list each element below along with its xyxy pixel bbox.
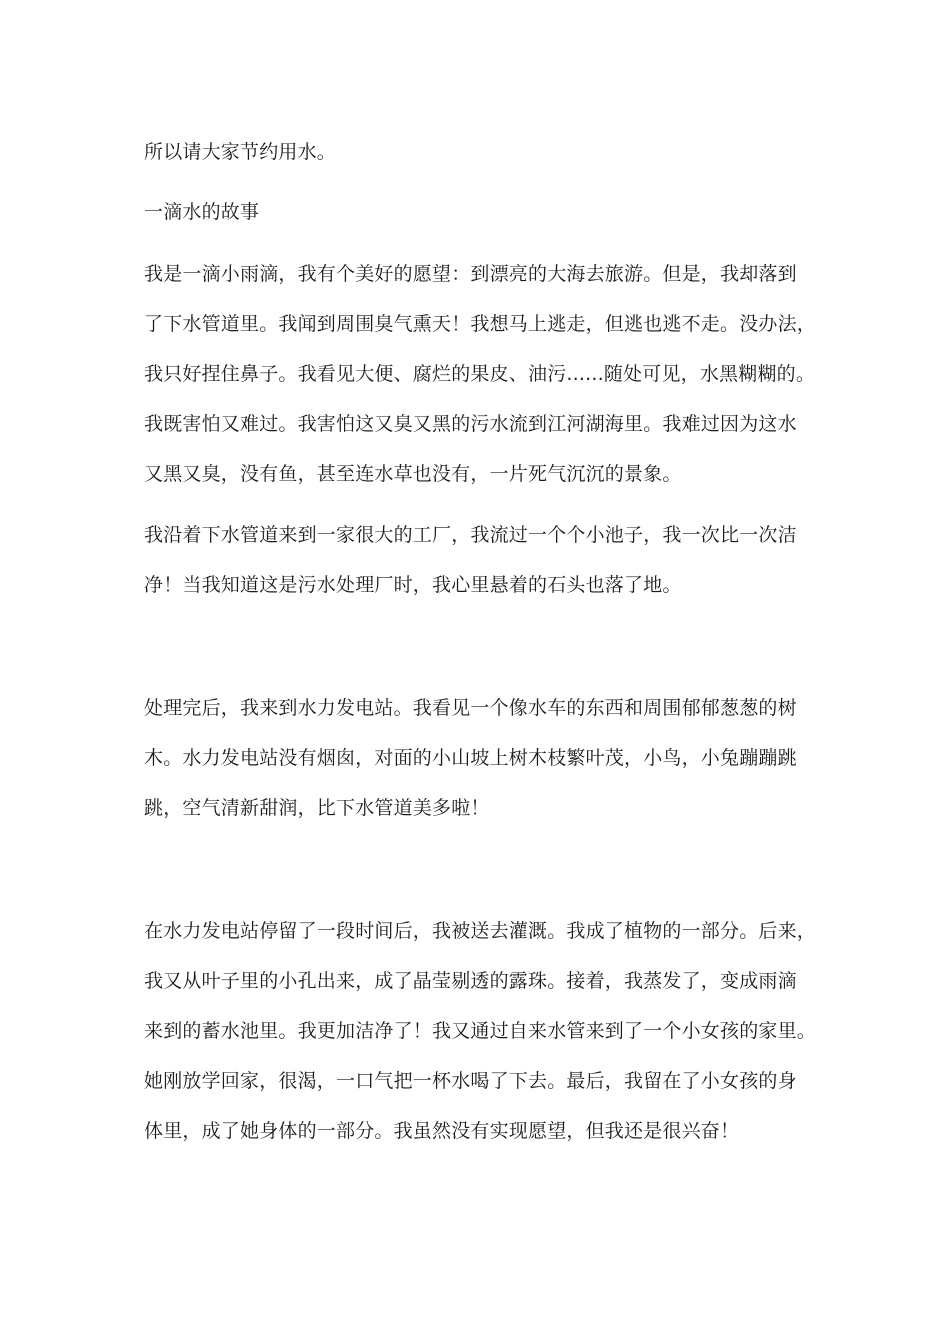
text-line: 我既害怕又难过。我害怕这又臭又黑的污水流到江河湖海里。我难过因为这水 [144, 413, 797, 435]
text-line: 我又从叶子里的小孔出来，成了晶莹剔透的露珠。接着，我蒸发了，变成雨滴 [144, 970, 797, 992]
text-line: 我只好捏住鼻子。我看见大便、腐烂的果皮、油污......随处可见，水黑糊糊的。 [144, 363, 816, 385]
text-line: 处理完后，我来到水力发电站。我看见一个像水车的东西和周围郁郁葱葱的树 [144, 697, 797, 719]
text-line: 她刚放学回家，很渴，一口气把一杯水喝了下去。最后，我留在了小女孩的身 [144, 1070, 797, 1092]
intro-line: 所以请大家节约用水。 [144, 141, 337, 163]
text-line: 在水力发电站停留了一段时间后，我被送去灌溉。我成了植物的一部分。后来， [144, 920, 817, 942]
text-line: 了下水管道里。我闻到周围臭气熏天！我想马上逃走，但逃也逃不走。没办法， [144, 313, 817, 335]
text-line: 我是一滴小雨滴，我有个美好的愿望：到漂亮的大海去旅游。但是，我却落到 [144, 263, 797, 285]
text-line: 木。水力发电站没有烟囱，对面的小山坡上树木枝繁叶茂，小鸟，小兔蹦蹦跳 [144, 747, 797, 769]
text-line: 跳，空气清新甜润，比下水管道美多啦！ [144, 797, 490, 819]
text-line: 又黑又臭，没有鱼，甚至连水草也没有，一片死气沉沉的景象。 [144, 463, 682, 485]
text-line: 我沿着下水管道来到一家很大的工厂，我流过一个个小池子，我一次比一次洁 [144, 524, 797, 546]
story-title: 一滴水的故事 [144, 201, 260, 223]
text-line: 体里，成了她身体的一部分。我虽然没有实现愿望，但我还是很兴奋！ [144, 1120, 740, 1142]
text-line: 来到的蓄水池里。我更加洁净了！我又通过自来水管来到了一个小女孩的家里。 [144, 1020, 817, 1042]
text-line: 净！当我知道这是污水处理厂时，我心里悬着的石头也落了地。 [144, 574, 682, 596]
